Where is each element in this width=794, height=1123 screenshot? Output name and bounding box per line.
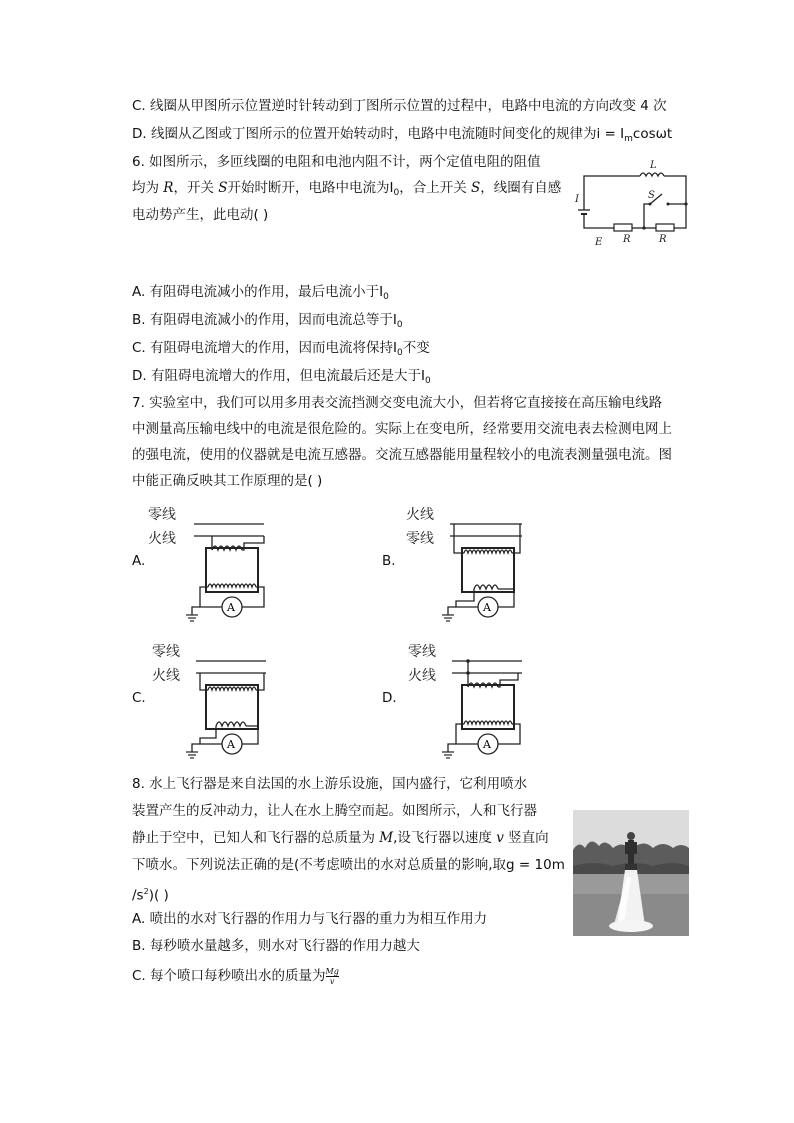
q8-stem-line2: 装置产生的反冲动力，让人在水上腾空而起。如图所示，人和飞行器: [132, 803, 537, 819]
q6-option-c: C. 有阻碍电流增大的作用，因而电流将保持$I_0$不变: [132, 340, 430, 358]
emf-label: E: [595, 237, 603, 248]
fig-b-top-coil: [464, 550, 512, 553]
q6-option-b: B. 有阻碍电流减小的作用，因而电流总等于$I_0$: [132, 312, 403, 330]
q7-stem-line2: 中测量高压输电线中的电流是很危险的。实际上在变电所，经常要用交流电表去检测电网上: [132, 421, 672, 437]
q7-label-a: A.: [132, 553, 146, 569]
resistor-2-label: R: [659, 234, 667, 245]
q6-stem-line3: 电动势产生，此电动( ): [132, 207, 269, 223]
current-label: I: [575, 194, 579, 205]
resistor-1-label: R: [623, 234, 631, 245]
q7-figure-d: [404, 640, 534, 762]
inductor-coil: [640, 173, 664, 176]
fig-c-ammeter-label: A: [227, 738, 235, 751]
q8-stem-line1: 8. 水上飞行器是来自法国的水上游乐设施，国内盛行，它利用喷水: [132, 776, 528, 792]
q7-stem-line3: 的强电流，使用的仪器就是电流互感器。交流互感器能用量程较小的电流表测量强电流。图: [132, 447, 672, 463]
q6-circuit-diagram: [574, 154, 690, 250]
q6-stem-line2: 均为 R，开关 S开始时断开，电路中电流为$I_0$，合上开关 S，线圈有自感: [132, 180, 562, 198]
fig-a-secondary-coil: [208, 584, 256, 587]
q6-stem-line1: 6. 如图所示，多匝线圈的电阻和电池内阻不计，两个定值电阻的阻值: [132, 154, 541, 170]
inductor-label: L: [650, 160, 657, 171]
q5-option-d: D. 线圈从乙图或丁图所示的位置开始转动时，电路中电流随时间变化的规律为$i = I_m\cos\omega t$: [132, 126, 673, 144]
resistor-1: [614, 224, 632, 231]
q8-option-c-fraction: $\frac{Mg}{v}$: [325, 966, 339, 986]
fig-a-ammeter-label: A: [227, 601, 235, 614]
jetpack-photo: [573, 810, 689, 936]
q8-option-b: B. 每秒喷水量越多，则水对飞行器的作用力越大: [132, 938, 420, 954]
fig-a-top-line-label: 零线: [148, 507, 176, 523]
fig-b-bottom-line-label: 零线: [406, 531, 434, 547]
fig-c-bottom-coil: [216, 722, 246, 726]
fig-c-bottom-line-label: 火线: [152, 668, 180, 684]
switch-label: S: [648, 190, 655, 201]
q8-option-c: C. 每个喷口每秒喷出水的质量为 $\frac{Mg}{v}$: [132, 966, 339, 986]
fig-d-secondary-coil: [464, 721, 512, 724]
fig-b-bottom-coil: [474, 585, 498, 589]
q7-label-b: B.: [382, 553, 396, 569]
resistor-2: [656, 224, 674, 231]
fig-a-bottom-line-label: 火线: [148, 531, 176, 547]
q7-figure-a: [148, 503, 278, 625]
q7-stem-line4: 中能正确反映其工作原理的是( ): [132, 473, 323, 489]
q5-option-c: C. 线圈从甲图所示位置逆时针转动到丁图所示位置的过程中，电路中电流的方向改变 4 次: [132, 98, 667, 114]
q7-label-d: D.: [382, 690, 397, 706]
fig-c-top-line-label: 零线: [152, 644, 180, 660]
q7-label-c: C.: [132, 690, 146, 706]
q8-option-a: A. 喷出的水对飞行器的作用力与飞行器的重力为相互作用力: [132, 911, 488, 927]
fig-b-ammeter-label: A: [483, 601, 491, 614]
q6-option-d: D. 有阻碍电流增大的作用，但电流最后还是大于$I_0$: [132, 368, 431, 386]
fig-d-bottom-line-label: 火线: [408, 668, 436, 684]
q8-stem-line4: 下喷水。下列说法正确的是(不考虑喷出的水对总质量的影响,取g = 10m: [132, 857, 565, 873]
q7-figure-b: [404, 503, 534, 625]
q8-stem-line5: $/s^2$)( ): [132, 887, 169, 904]
q7-figure-c: [148, 640, 278, 762]
fig-d-ammeter-label: A: [483, 738, 491, 751]
q6-option-a: A. 有阻碍电流减小的作用，最后电流小于$I_0$: [132, 284, 389, 302]
q8-stem-line3: 静止于空中，已知人和飞行器的总质量为 M,设飞行器以速度 v 竖直向: [132, 830, 549, 846]
fig-c-top-coil: [208, 687, 256, 690]
q7-stem-line1: 7. 实验室中，我们可以用多用表交流挡测交变电流大小，但若将它直接接在高压输电线路: [132, 395, 663, 411]
fig-d-top-line-label: 零线: [408, 644, 436, 660]
fig-b-top-line-label: 火线: [406, 507, 434, 523]
